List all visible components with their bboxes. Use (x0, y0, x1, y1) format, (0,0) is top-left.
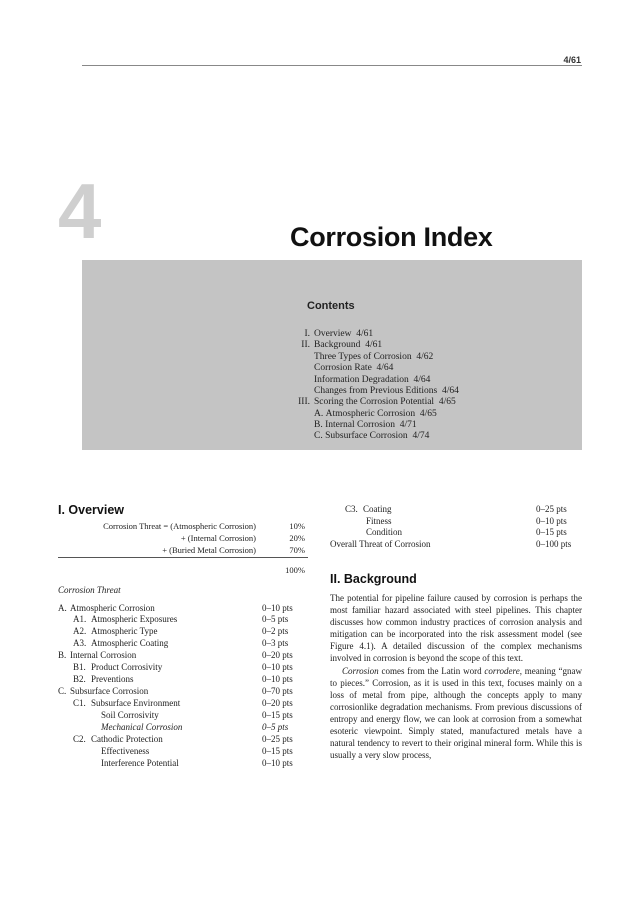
row-value: 0–3 pts (262, 638, 289, 648)
equation-line-3: + (Buried Metal Corrosion) (162, 545, 256, 555)
page-number: 4/61 (563, 55, 581, 65)
toc-entry: Information Degradation 4/64 (314, 375, 431, 385)
row-label: Subsurface Corrosion (70, 686, 149, 696)
row-code: C. (58, 686, 67, 696)
row-value: 0–25 pts (536, 504, 567, 514)
row-label: Product Corrosivity (91, 662, 163, 672)
row-code: B. (58, 650, 67, 660)
row-label: Atmospheric Corrosion (70, 603, 155, 613)
toc-entry: Three Types of Corrosion 4/62 (314, 352, 434, 362)
row-label: Internal Corrosion (70, 650, 137, 660)
toc-entry: C. Subsurface Corrosion 4/74 (314, 431, 430, 441)
row-label: Effectiveness (101, 746, 150, 756)
row-label: Atmospheric Coating (91, 638, 169, 648)
header-rule (82, 65, 582, 66)
row-code: C2. (73, 734, 86, 744)
row-code: B1. (73, 662, 86, 672)
row-value: 0–2 pts (262, 626, 289, 636)
toc-entry: I. Overview 4/61 (304, 329, 374, 339)
row-value: 0–15 pts (262, 746, 293, 756)
row-code: A3. (73, 638, 87, 648)
equation-pct-2: 20% (289, 533, 305, 543)
contents-heading: Contents (307, 300, 355, 312)
row-label: Coating (363, 504, 392, 514)
background-paragraph-1: The potential for pipeline failure caused by corrosion is perhaps the most familiar hazard associated with steel pipelines. This chapter discusses how common industry practices of corrosion analysis and mitigation can be incorporated into the risk assessment model (see Figure 4.1). A detailed discussion of the complex mechanisms involved in corrosion is beyond the scope of this text. (330, 593, 582, 664)
row-label: Subsurface Environment (91, 698, 181, 708)
equation-total: 100% (285, 565, 305, 575)
background-heading: II. Background (330, 572, 417, 586)
background-text (330, 592, 582, 761)
row-label: Preventions (91, 674, 134, 684)
row-code: B2. (73, 674, 86, 684)
equation-line-2: + (Internal Corrosion) (180, 533, 256, 543)
row-label: Soil Corrosivity (101, 710, 159, 720)
row-value: 0–100 pts (536, 539, 572, 549)
toc-entry: II. Background 4/61 (301, 340, 383, 350)
row-label: Fitness (366, 516, 392, 526)
toc-entry: Corrosion Rate 4/64 (314, 363, 394, 373)
row-code: A1. (73, 614, 87, 624)
row-value: 0–5 pts (262, 722, 289, 732)
row-value: 0–20 pts (262, 650, 293, 660)
row-code: C1. (73, 698, 86, 708)
row-value: 0–10 pts (262, 674, 293, 684)
row-value: 0–10 pts (262, 603, 293, 613)
chapter-title: Corrosion Index (290, 222, 493, 252)
background-paragraph-2: Corrosion comes from the Latin word corrodere, meaning “gnaw to pieces.” Corrosion, as it is used in this text, focuses mainly on a loss of metal from pipe, although the concepts apply to many corrosionlike degradation mechanisms. From previous discussions of entropy and energy flow, we can look at corrosion from a somewhat esoteric viewpoint. Simply stated, manufactured metals have a natural tendency to revert to their original mineral form. While this is usually a very slow process, (330, 665, 582, 761)
equation-rule (58, 557, 308, 558)
toc-entry: III. Scoring the Corrosion Potential 4/65 (298, 397, 456, 407)
row-value: 0–70 pts (262, 686, 293, 696)
row-value: 0–10 pts (262, 758, 293, 768)
table-title: Corrosion Threat (58, 585, 121, 595)
row-code: A2. (73, 626, 87, 636)
row-label: Cathodic Protection (91, 734, 163, 744)
chapter-number: 4 (58, 167, 102, 255)
row-code: C3. (345, 504, 358, 514)
overview-heading: I. Overview (58, 503, 125, 517)
equation-line-1: Corrosion Threat = (Atmospheric Corrosion) (103, 521, 256, 531)
toc-entry: A. Atmospheric Corrosion 4/65 (314, 409, 437, 419)
row-label: Atmospheric Exposures (91, 614, 178, 624)
row-label: Atmospheric Type (91, 626, 158, 636)
row-value: 0–5 pts (262, 614, 289, 624)
row-label: Mechanical Corrosion (101, 722, 183, 732)
equation-pct-1: 10% (289, 521, 305, 531)
row-value: 0–20 pts (262, 698, 293, 708)
row-value: 0–10 pts (536, 516, 567, 526)
row-label: Interference Potential (101, 758, 179, 768)
row-label: Overall Threat of Corrosion (330, 539, 431, 549)
contents-box (82, 260, 582, 450)
row-value: 0–25 pts (262, 734, 293, 744)
row-value: 0–10 pts (262, 662, 293, 672)
toc-entry: Changes from Previous Editions 4/64 (314, 386, 459, 396)
row-label: Condition (366, 527, 403, 537)
row-value: 0–15 pts (536, 527, 567, 537)
row-code: A. (58, 603, 67, 613)
row-value: 0–15 pts (262, 710, 293, 720)
equation-pct-3: 70% (289, 545, 305, 555)
toc-entry: B. Internal Corrosion 4/71 (314, 420, 417, 430)
